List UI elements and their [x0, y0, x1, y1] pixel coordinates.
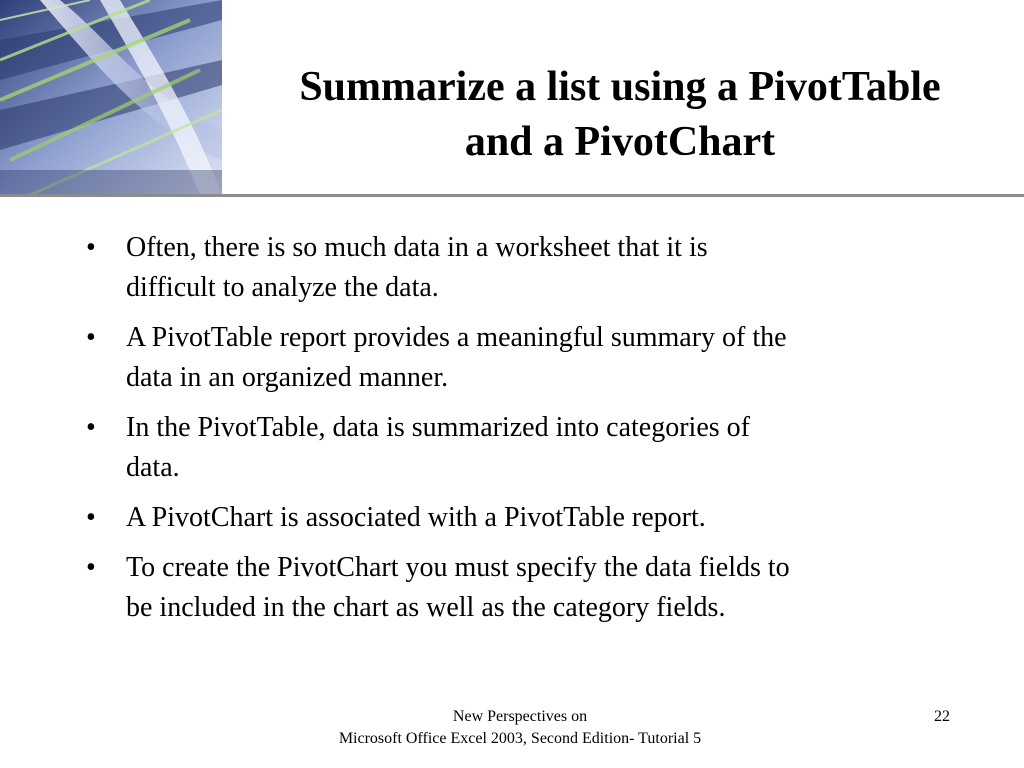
slide-title-line-1: Summarize a list using a PivotTable [299, 64, 941, 110]
bullet-text-line: be included in the chart as well as the category fields. [126, 592, 726, 623]
header-decorative-image [0, 0, 222, 195]
bullet-icon: • [86, 232, 96, 263]
bullet-item-2 [86, 318, 956, 398]
bullet-icon: • [86, 502, 96, 533]
bullet-text-line: data. [126, 452, 180, 483]
bullet-icon: • [86, 322, 96, 353]
bullet-item-3 [86, 408, 956, 488]
header-divider [0, 194, 1024, 197]
bullet-item-4 [86, 498, 956, 538]
footer-line-2: Microsoft Office Excel 2003, Second Edition- Tutorial 5 [338, 730, 702, 747]
bullet-icon: • [86, 552, 96, 583]
bullet-item-5 [86, 548, 956, 628]
bullet-text-line: A PivotTable report provides a meaningful summary of the [126, 322, 787, 353]
bullet-text-line: difficult to analyze the data. [126, 272, 439, 303]
page-number: 22 [934, 708, 950, 725]
slide-title-line-2: and a PivotChart [464, 119, 776, 165]
bullet-text-line: data in an organized manner. [126, 362, 449, 393]
bullet-text-line: In the PivotTable, data is summarized into categories of [126, 412, 750, 443]
bullet-text-line: To create the PivotChart you must specify the data fields to [126, 552, 790, 583]
bullet-list [86, 228, 956, 638]
slide-footer [270, 706, 770, 750]
slide-title [240, 60, 1000, 170]
abstract-architecture-graphic [0, 0, 222, 195]
bullet-icon: • [86, 412, 96, 443]
bullet-item-1 [86, 228, 956, 308]
bullet-text-line: Often, there is so much data in a worksheet that it is [126, 232, 708, 263]
footer-line-1: New Perspectives on [452, 708, 588, 725]
bullet-text-line: A PivotChart is associated with a PivotTable report. [126, 502, 706, 533]
